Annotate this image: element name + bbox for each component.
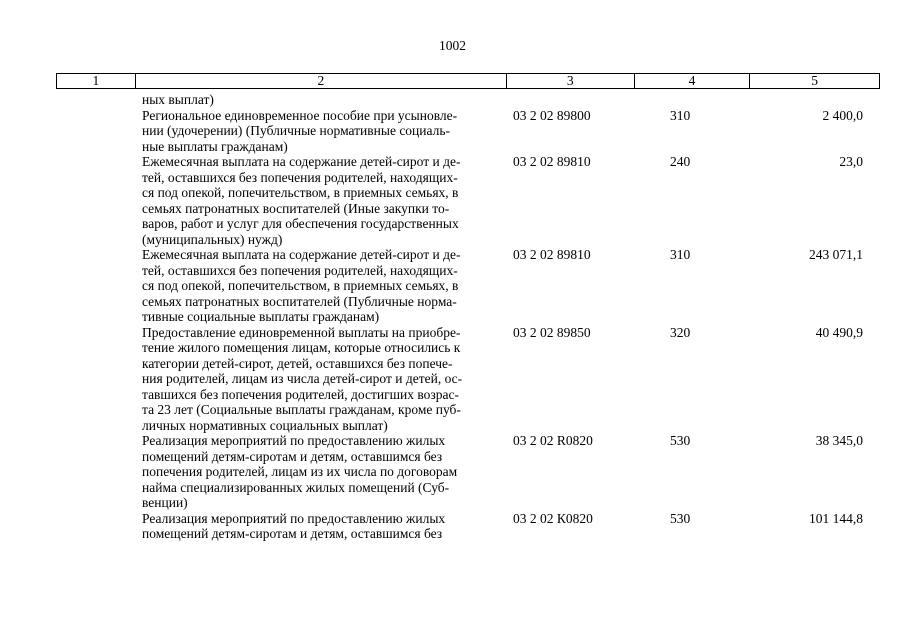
table-body (0, 92, 905, 542)
header-col-3: 3 (507, 74, 635, 88)
row-amount: 243 071,1 (809, 247, 863, 262)
row-expense-type: 310 (670, 247, 691, 262)
table-row (0, 92, 905, 108)
row-description: ных выплат) (142, 92, 214, 107)
header-col-1: 1 (57, 74, 136, 88)
table-row (0, 325, 905, 434)
row-code: 03 2 02 89800 (513, 107, 591, 123)
row-expense-type: 530 (670, 510, 691, 526)
row-expense-type: 310 (670, 107, 691, 123)
page-number: 1002 (439, 38, 466, 53)
header-col-2: 2 (136, 74, 507, 88)
row-amount: 40 490,9 (815, 324, 863, 340)
table-row (0, 154, 905, 247)
row-amount: 2 400,0 (822, 107, 863, 123)
header-col-4: 4 (635, 74, 751, 88)
row-code: 03 2 02 R0820 (513, 433, 593, 448)
row-code: 03 2 02 89850 (513, 324, 591, 340)
table-row (0, 433, 905, 511)
row-expense-type: 320 (670, 324, 691, 340)
row-description: Реализация мероприятий по предоставлению жилых помещений детям-сиротам и детям, оставшимся без (142, 510, 446, 541)
row-description: Реализация мероприятий по предоставлению жилых помещений детям-сиротам и детям, оставшимся без попечения родителей, лицам из их числа по договорам найма специализированных жилых помещений (Суб- венции) (142, 433, 458, 510)
row-amount: 23,0 (839, 154, 863, 169)
row-description: Региональное единовременное пособие при усыновле- нии (удочерении) (Публичные нормативные социаль- ные выплаты гражданам) (142, 107, 458, 154)
row-amount: 101 144,8 (809, 510, 863, 526)
row-code: 03 2 02 89810 (513, 154, 591, 169)
row-expense-type: 240 (670, 154, 691, 169)
row-expense-type: 530 (670, 433, 691, 448)
row-description: Предоставление единовременной выплаты на приобре- тение жилого помещения лицам, которые относились к категории детей-сирот, детей, оставшихся без попече- ния родителей, лицам из числа детей-сирот и детей, ос- тавшихся без попечения родителей, достигших возрас- та 23 лет (Социальные выплаты гражданам, кроме пуб- личных нормативных социальных выплат) (142, 324, 463, 433)
row-description: Ежемесячная выплата на содержание детей-сирот и де- тей, оставшихся без попечения родителей, находящих- ся под опекой, попечительством, в приемных семьях, в семьях патронатных воспитателей (Публичные норма- тивные социальные выплаты гражданам) (142, 247, 461, 324)
row-description: Ежемесячная выплата на содержание детей-сирот и де- тей, оставшихся без попечения родителей, находящих- ся под опекой, попечительством, в приемных семьях, в семьях патронатных воспитателей (Иные закупки то- варов, работ и услуг для обеспечения государственных (муниципальных) нужд) (142, 154, 461, 247)
header-col-5: 5 (811, 73, 819, 88)
table-row (0, 108, 905, 155)
table-row (0, 247, 905, 325)
row-code: 03 2 02 К0820 (513, 510, 593, 526)
table-row (0, 511, 905, 542)
row-code: 03 2 02 89810 (513, 247, 591, 262)
table-header (56, 73, 880, 89)
row-amount: 38 345,0 (815, 433, 863, 448)
